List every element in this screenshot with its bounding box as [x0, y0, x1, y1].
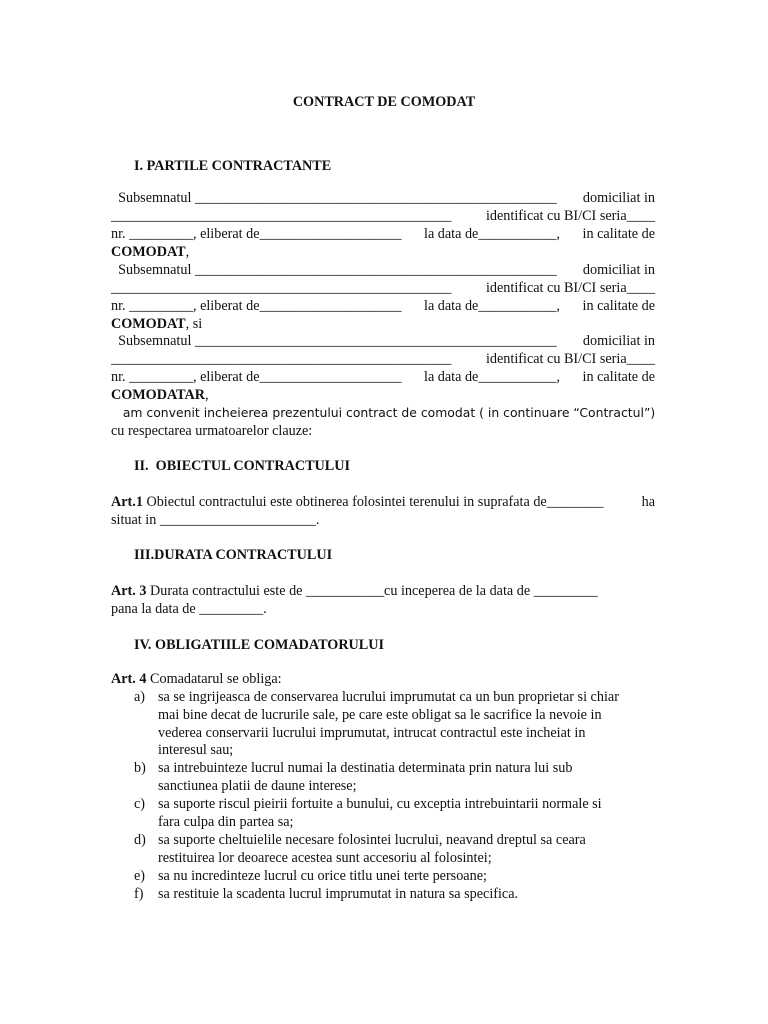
issue-date: la data de___________, — [424, 298, 560, 314]
party-name-blank: Subsemnatul ___________________________________________________ — [111, 262, 557, 278]
list-item-line: sa se ingrijeasca de conservarea lucrului imprumutat ca un bun proprietar si chiar — [158, 689, 619, 705]
party-name-blank: Subsemnatul ___________________________________________________ — [111, 333, 557, 349]
list-item-label: e) — [134, 868, 146, 884]
section-heading-obligations: IV. OBLIGATIILE COMADATORULUI — [134, 637, 385, 653]
list-item-line: fara culpa din partea sa; — [158, 814, 294, 830]
art-1-line-1 — [111, 493, 655, 511]
area-unit: ha — [641, 494, 655, 510]
id-number-issuer: nr. _________, eliberat de____________________ — [111, 298, 402, 314]
list-item-label: b) — [134, 760, 146, 776]
id-series-label: identificat cu BI/CI seria____ — [485, 208, 655, 224]
party-role: COMODATAR — [111, 387, 206, 403]
article-label: Art.1 — [111, 494, 143, 510]
list-item-line: sa suporte cheltuielile necesare folosintei lucrului, neavand dreptul sa ceara — [158, 832, 586, 848]
list-item-label: f) — [134, 886, 144, 902]
party-role-suffix: , si — [185, 316, 203, 332]
party-role: COMODAT — [111, 244, 186, 260]
list-item-line: sa suporte riscul pieirii fortuite a bunului, cu exceptia intrebuintarii normale si — [158, 796, 602, 812]
id-series-label: identificat cu BI/CI seria____ — [485, 351, 655, 367]
list-item-line: vederea conservarii lucrului imprumutat, intrucat contractul este incheiat in — [158, 725, 586, 741]
domicile-label: domiciliat in — [582, 333, 655, 349]
address-blank: ________________________________________________ — [111, 208, 452, 224]
art-3-line-2: pana la data de _________. — [111, 601, 267, 617]
list-item-label: a) — [134, 689, 146, 705]
capacity-label: in calitate de — [582, 298, 655, 314]
list-item-label: c) — [134, 796, 146, 812]
id-number-issuer: nr. _________, eliberat de____________________ — [111, 226, 402, 242]
art-1-text — [111, 493, 603, 511]
agreement-line-1: am convenit incheierea prezentului contract de comodat ( in continuare “Contractul”) — [111, 405, 656, 420]
party-2-role-line — [111, 315, 202, 333]
party-1-line-2 — [111, 207, 655, 225]
capacity-label: in calitate de — [582, 226, 655, 242]
party-2-line-2 — [111, 279, 655, 297]
issue-date: la data de___________, — [424, 226, 560, 242]
document-title: CONTRACT DE COMODAT — [292, 94, 476, 110]
address-blank: ________________________________________________ — [111, 280, 452, 296]
party-role: COMODAT — [111, 316, 186, 332]
list-item-line: restituirea lor deoarece acestea sunt accesoriu al folosintei; — [158, 850, 492, 866]
list-item-line: sa intrebuinteze lucrul numai la destinatia determinata prin natura lui sub — [158, 760, 573, 776]
party-3-line-1 — [111, 332, 655, 350]
section-heading-duration: III.DURATA CONTRACTULUI — [134, 547, 333, 563]
party-3-line-2 — [111, 350, 655, 368]
article-text: Durata contractului este de ___________cu inceperea de la data de _________ — [146, 583, 598, 599]
list-item-line: mai bine decat de lucrurile sale, pe care este obligat sa le sacrifice la nevoie in — [158, 707, 602, 723]
party-role-suffix: , — [185, 244, 190, 260]
party-1-role-line — [111, 243, 189, 261]
id-number-issuer: nr. _________, eliberat de____________________ — [111, 369, 402, 385]
list-item-label: d) — [134, 832, 146, 848]
domicile-label: domiciliat in — [582, 190, 655, 206]
capacity-label: in calitate de — [582, 369, 655, 385]
art-4-intro — [111, 670, 282, 688]
agreement-line-2: cu respectarea urmatoarelor clauze: — [111, 423, 313, 439]
domicile-label: domiciliat in — [582, 262, 655, 278]
section-heading-parties: I. PARTILE CONTRACTANTE — [134, 158, 332, 174]
id-series-label: identificat cu BI/CI seria____ — [485, 280, 655, 296]
art-1-line-2: situat in ______________________. — [111, 512, 320, 528]
party-2-line-3 — [111, 297, 655, 315]
section-heading-object: II. OBIECTUL CONTRACTULUI — [134, 458, 351, 474]
party-3-line-3 — [111, 368, 655, 386]
address-blank: ________________________________________________ — [111, 351, 452, 367]
issue-date: la data de___________, — [424, 369, 560, 385]
party-2-line-1 — [111, 261, 655, 279]
list-item-line: sa nu incredinteze lucrul cu orice titlu unei terte persoane; — [158, 868, 487, 884]
list-item-line: sa restituie la scadenta lucrul imprumutat in natura sa specifica. — [158, 886, 519, 902]
article-text: Obiectul contractului este obtinerea folosintei terenului in suprafata de________ — [142, 494, 604, 510]
party-name-blank: Subsemnatul ___________________________________________________ — [111, 190, 557, 206]
list-item-line: interesul sau; — [158, 742, 234, 758]
article-label: Art. 3 — [111, 583, 147, 599]
art-3-line-1 — [111, 582, 598, 600]
party-1-line-3 — [111, 225, 655, 243]
article-text: Comadatarul se obliga: — [146, 671, 282, 687]
party-3-role-line — [111, 386, 209, 404]
article-label: Art. 4 — [111, 671, 147, 687]
list-item-line: sanctiunea platii de daune interese; — [158, 778, 357, 794]
party-role-suffix: , — [205, 387, 209, 403]
party-1-line-1 — [111, 189, 655, 207]
